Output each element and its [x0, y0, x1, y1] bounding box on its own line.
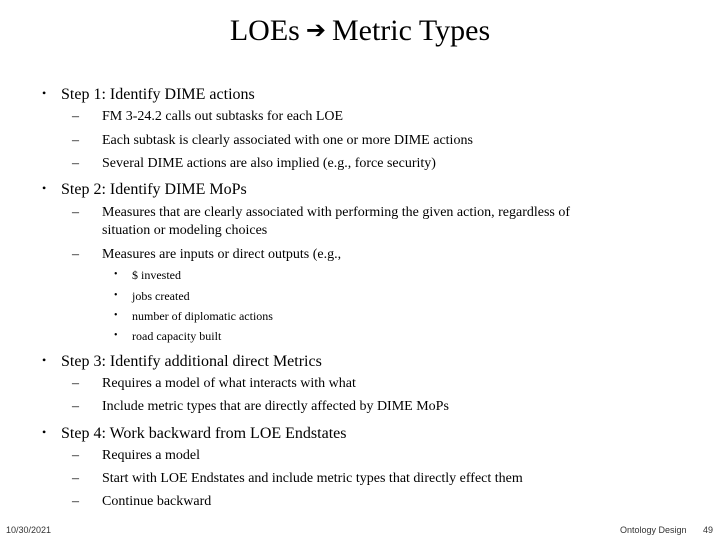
sub-item-text: number of diplomatic actions: [132, 309, 273, 323]
dash-icon: –: [72, 399, 79, 414]
step-1-label: Step 1: Identify DIME actions: [61, 86, 255, 103]
sub-item-text: $ invested: [132, 268, 181, 282]
item-text: Continue backward: [102, 494, 212, 509]
step-4-label: Step 4: Work backward from LOE Endstates: [61, 425, 347, 442]
footer-date: 10/30/2021: [6, 525, 52, 535]
title-right: Metric Types: [331, 14, 491, 47]
page-number: 49: [703, 525, 714, 535]
item-text: Several DIME actions are also implied (e.g., force security): [102, 156, 436, 171]
item-text: Include metric types that are directly affected by DIME MoPs: [102, 399, 449, 414]
item-text: Measures are inputs or direct outputs (e.g.,: [102, 247, 342, 262]
bullet-icon: •: [114, 269, 118, 280]
step-3: [42, 350, 322, 372]
dash-icon: –: [72, 156, 79, 171]
item-text: Requires a model of what interacts with what: [102, 376, 356, 391]
dash-icon: –: [72, 448, 79, 463]
item-text-continuation: situation or modeling choices: [102, 223, 268, 238]
sub-item-text: jobs created: [132, 289, 190, 303]
step-2: [42, 178, 247, 200]
dash-icon: –: [72, 247, 79, 262]
bullet-icon: •: [42, 425, 47, 439]
item-text: FM 3-24.2 calls out subtasks for each LOE: [102, 109, 344, 124]
step-2-label: Step 2: Identify DIME MoPs: [61, 181, 247, 198]
step-4: [42, 422, 346, 444]
dash-icon: –: [72, 471, 79, 486]
title-left: LOEs: [229, 14, 300, 47]
bullet-icon: •: [114, 330, 118, 341]
bullet-icon: •: [42, 86, 47, 100]
item-text: Start with LOE Endstates and include metric types that directly effect them: [102, 471, 523, 486]
dash-icon: –: [72, 133, 79, 148]
bullet-icon: •: [42, 353, 47, 367]
bullet-icon: •: [114, 290, 118, 301]
item-text: Each subtask is clearly associated with one or more DIME actions: [102, 133, 473, 148]
item-text: Requires a model: [102, 448, 200, 463]
footer-title: Ontology Design: [620, 525, 687, 535]
bullet-icon: •: [114, 310, 118, 321]
dash-icon: –: [72, 376, 79, 391]
step-1: [42, 83, 255, 105]
dash-icon: –: [72, 109, 79, 124]
bullet-icon: •: [42, 181, 47, 195]
dash-icon: –: [72, 205, 79, 220]
dash-icon: –: [72, 494, 79, 509]
sub-item-text: road capacity built: [132, 329, 222, 343]
item-text: Measures that are clearly associated with performing the given action, regardless of: [102, 205, 571, 220]
step-3-label: Step 3: Identify additional direct Metrics: [61, 353, 322, 370]
arrow-right-icon: ➔: [305, 16, 326, 44]
